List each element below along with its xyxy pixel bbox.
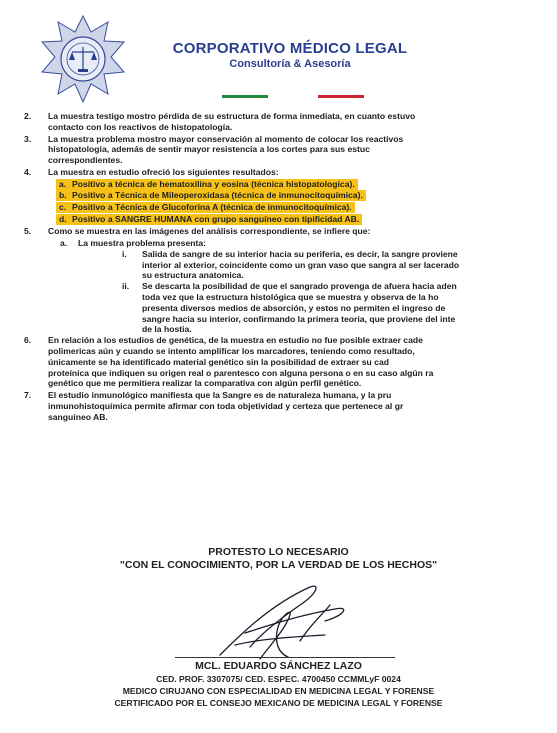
item-line: proteínica que indiquen su origen real o parentesco con alguna persona o en su caso algún ra <box>48 367 434 378</box>
item-line: Como se muestra en las imágenes del análisis correspondiente, se infiere que: <box>48 226 371 237</box>
item-number: 7. <box>24 390 32 401</box>
item-number: 2. <box>24 111 32 121</box>
handwritten-signature <box>150 575 400 665</box>
list-item <box>22 111 557 133</box>
results-list <box>22 179 557 225</box>
result-letter: a. <box>59 178 67 189</box>
org-name: CORPORATIVO MÉDICO LEGAL <box>172 40 408 57</box>
result-text: Positivo a Técnica de Mileoperoxidasa (técnica de inmunocitoquímica). <box>72 190 363 201</box>
sub-item <box>22 238 557 249</box>
item-line: El estudio inmunológico manifiesta que la Sangre es de naturaleza humana, y la pru <box>48 390 392 401</box>
item-line: sangre hacia su interior, confirmando la primera teoría, que proviene del inte <box>142 313 456 324</box>
credentials: CED. PROF. 3307075/ CED. ESPEC. 4700450 CCMMLyF 0024 <box>156 674 401 684</box>
item-line: contacto con los reactivos de histopatología. <box>48 121 233 132</box>
item-line: Se descarta la posibilidad de que el sangrado provenga de afuera hacia aden <box>142 281 457 292</box>
specialty: MEDICO CIRUJANO CON ESPECIALIDAD EN MEDICINA LEGAL Y FORENSE <box>122 686 435 696</box>
roman-item <box>22 281 557 335</box>
roman-item <box>22 249 557 281</box>
item-line: histopatología, además de sentir mayor resistencia a los cortes para sus estuc <box>48 144 370 155</box>
item-number: 6. <box>24 335 32 346</box>
item-line: La muestra en estudio ofreció los siguientes resultados: <box>48 166 279 177</box>
result-item <box>52 214 557 226</box>
item-line: su estructura anatomica. <box>142 270 244 281</box>
item-line: polimericas aún y cuando se intento amplificar los marcadores, teniendo como resultado, <box>48 345 415 356</box>
roman-numeral: ii. <box>122 281 130 292</box>
item-line: presenta diversos medios de absorción, y estos no permiten el ingreso de <box>142 302 446 313</box>
highlighted-result <box>56 202 355 213</box>
item-line: inmunohistoquímica permite afirmar con toda objetividad y certeza que pertenece al gr <box>48 400 404 411</box>
list-item <box>22 167 557 178</box>
result-text: Positivo a Técnica de Glucoforina A (técnica de inmunocitoquímica). <box>72 201 352 212</box>
flag-bar-red <box>318 95 364 98</box>
item-line: toda vez que la estructura histológica que se muestra y observa de la ho <box>142 291 439 302</box>
result-item <box>52 190 557 202</box>
highlighted-result <box>56 190 366 201</box>
result-text: Positivo a técnica de hematoxilina y eosina (técnica histopatologica). <box>72 178 355 189</box>
item-line: genético que me permitiera realizar la comparativa con algún perfil genético. <box>48 378 362 389</box>
seal-logo-icon <box>38 14 128 104</box>
highlighted-result <box>56 179 358 190</box>
list-item <box>22 226 557 237</box>
item-line: interior al exterior, coincidente como un gran vaso que sangra al ser lacerado <box>142 259 460 270</box>
sub-item-letter: a. <box>60 237 68 248</box>
certification: CERTIFICADO POR EL CONSEJO MEXICANO DE MEDICINA LEGAL Y FORENSE <box>114 698 443 708</box>
result-item <box>52 179 557 191</box>
sub-item-text: La muestra problema presenta: <box>78 237 206 248</box>
result-letter: c. <box>59 201 67 212</box>
org-subtitle: Consultoría & Asesoría <box>229 58 351 70</box>
org-header <box>160 40 420 70</box>
item-line: únicamente se ha identificado material genético sin la posibilidad de extraer su cad <box>48 356 389 367</box>
signer-name: MCL. EDUARDO SÁNCHEZ LAZO <box>195 660 362 672</box>
item-line: de la hostia. <box>142 324 192 335</box>
protesto-heading: PROTESTO LO NECESARIO <box>208 546 349 558</box>
item-number: 4. <box>24 166 32 177</box>
result-letter: d. <box>59 213 67 224</box>
signature-line <box>175 657 395 658</box>
list-item <box>22 390 557 422</box>
item-number: 5. <box>24 226 32 237</box>
list-item <box>22 335 557 389</box>
item-line: Salida de sangre de su interior hacia su periferia, es decir, la sangre proviene <box>142 248 458 259</box>
result-item <box>52 202 557 214</box>
flag-bar-green <box>222 95 268 98</box>
report-body <box>22 111 557 424</box>
item-line: sanguíneo AB. <box>48 411 108 422</box>
list-item <box>22 134 557 166</box>
motto: "CON EL CONOCIMIENTO, POR LA VERDAD DE LOS HECHOS" <box>119 559 438 571</box>
result-letter: b. <box>59 190 67 201</box>
result-text: Positivo a SANGRE HUMANA con grupo sanguíneo con tipificidad AB. <box>72 213 360 224</box>
item-line: En relación a los estudios de genética, de la muestra en estudio no fue posible extraer cade <box>48 335 423 346</box>
roman-numeral: i. <box>122 248 127 259</box>
item-line: La muestra problema mostro mayor conservación al momento de colocar los reactivos <box>48 133 404 144</box>
highlighted-result <box>56 214 362 225</box>
item-line: correspondientes. <box>48 155 123 166</box>
item-number: 3. <box>24 133 32 144</box>
item-line: La muestra testigo mostro pérdida de su estructura de forma inmediata, en cuanto estuvo <box>48 111 416 121</box>
